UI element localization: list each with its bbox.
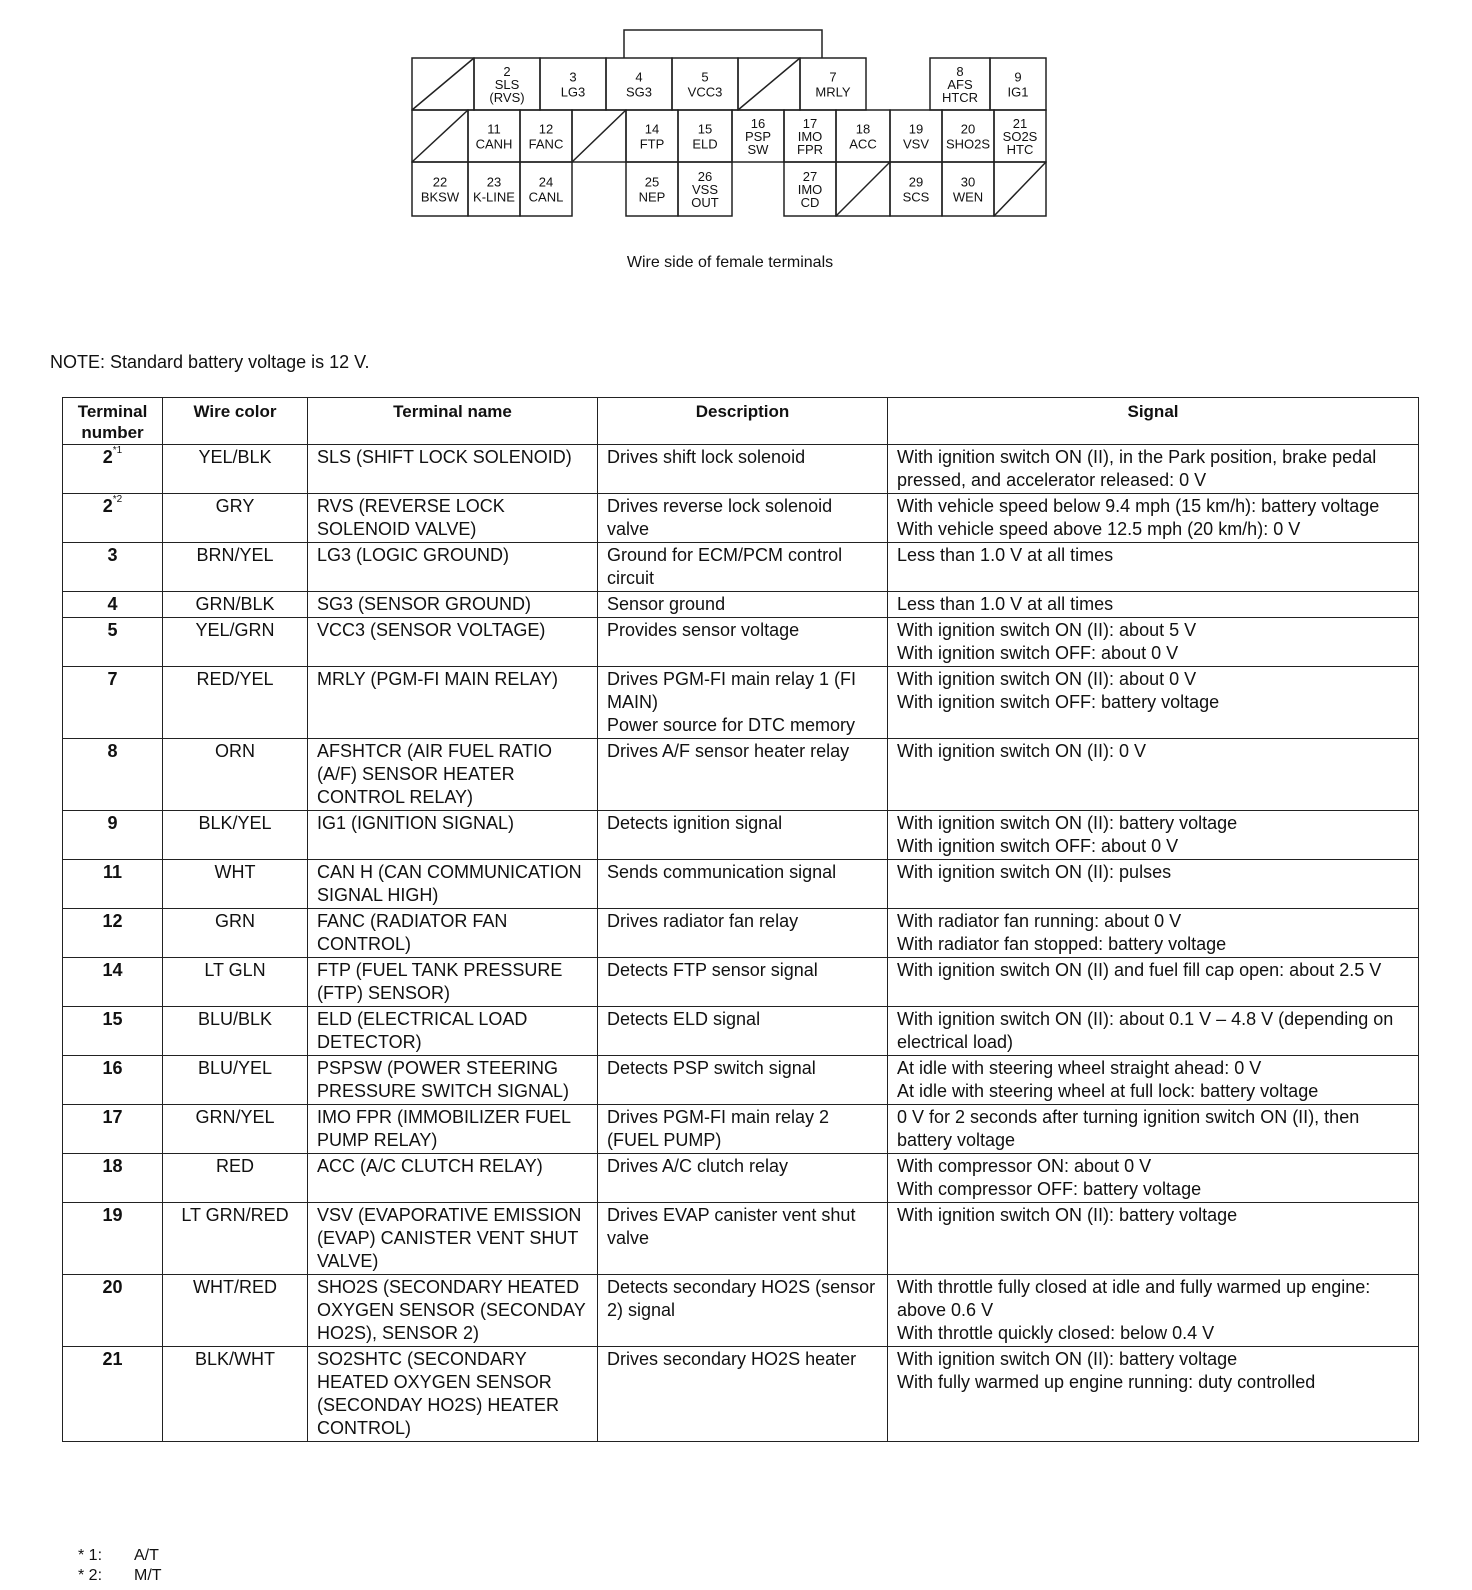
wire-color-cell: WHT	[163, 860, 308, 909]
terminal-number-cell: 17	[63, 1105, 163, 1154]
table-row	[63, 860, 1419, 909]
terminal-name-cell: VSV (EVAPORATIVE EMISSION (EVAP) CANISTER VENT SHUT VALVE)	[308, 1203, 598, 1275]
terminal-number-cell: 19	[63, 1203, 163, 1275]
footnote-2	[78, 1566, 162, 1586]
terminal-name-cell: SHO2S (SECONDARY HEATED OXYGEN SENSOR (SECONDAY HO2S), SENSOR 2)	[308, 1275, 598, 1347]
table-row	[63, 811, 1419, 860]
signal-cell: With ignition switch ON (II) and fuel fill cap open: about 2.5 V	[888, 958, 1419, 1007]
terminal-name-cell: ELD (ELECTRICAL LOAD DETECTOR)	[308, 1007, 598, 1056]
description-cell: Ground for ECM/PCM control circuit	[598, 543, 888, 592]
terminal-number-cell: 18	[63, 1154, 163, 1203]
connector-terminal-21: 21 SO2S HTC	[1002, 116, 1038, 157]
wire-color-cell: GRN/BLK	[163, 592, 308, 618]
table-row	[63, 1056, 1419, 1105]
signal-cell: With compressor ON: about 0 V With compressor OFF: battery voltage	[888, 1154, 1419, 1203]
wire-color-cell: RED/YEL	[163, 667, 308, 739]
terminal-table	[62, 397, 1419, 1442]
signal-cell: Less than 1.0 V at all times	[888, 543, 1419, 592]
description-cell: Drives A/C clutch relay	[598, 1154, 888, 1203]
wire-color-cell: BLK/WHT	[163, 1347, 308, 1442]
footnote-marker: *1	[112, 445, 123, 456]
terminal-name-cell: LG3 (LOGIC GROUND)	[308, 543, 598, 592]
description-cell: Detects FTP sensor signal	[598, 958, 888, 1007]
terminal-name-cell: CAN H (CAN COMMUNICATION SIGNAL HIGH)	[308, 860, 598, 909]
table-row	[63, 1007, 1419, 1056]
connector-terminal-15: 15 ELD	[692, 121, 718, 152]
signal-cell: With ignition switch ON (II): about 0 V With ignition switch OFF: battery voltage	[888, 667, 1419, 739]
connector-terminal-5: 5 VCC3	[687, 69, 723, 100]
table-row	[63, 667, 1419, 739]
header-terminal-number: Terminal number	[63, 398, 163, 445]
description-cell: Drives PGM-FI main relay 2 (FUEL PUMP)	[598, 1105, 888, 1154]
description-cell: Detects ELD signal	[598, 1007, 888, 1056]
connector-terminal-24: 24 CANL	[528, 174, 564, 205]
signal-cell: At idle with steering wheel straight ahead: 0 V At idle with steering wheel at full lock: battery voltage	[888, 1056, 1419, 1105]
description-cell: Drives EVAP canister vent shut valve	[598, 1203, 888, 1275]
connector-terminal-14: 14 FTP	[639, 121, 665, 152]
header-description: Description	[598, 398, 888, 445]
terminal-name-cell: ACC (A/C CLUTCH RELAY)	[308, 1154, 598, 1203]
connector-terminal-3: 3 LG3	[560, 69, 586, 100]
header-wire-color: Wire color	[163, 398, 308, 445]
description-cell: Drives secondary HO2S heater	[598, 1347, 888, 1442]
description-cell: Provides sensor voltage	[598, 618, 888, 667]
wire-color-cell: LT GLN	[163, 958, 308, 1007]
terminal-number-cell: 4	[63, 592, 163, 618]
wire-color-cell: LT GRN/RED	[163, 1203, 308, 1275]
table-row	[63, 739, 1419, 811]
signal-cell: 0 V for 2 seconds after turning ignition switch ON (II), then battery voltage	[888, 1105, 1419, 1154]
terminal-name-cell: SG3 (SENSOR GROUND)	[308, 592, 598, 618]
table-row	[63, 909, 1419, 958]
wire-color-cell: BRN/YEL	[163, 543, 308, 592]
connector-terminal-17: 17 IMO FPR	[797, 116, 823, 157]
terminal-name-cell: AFSHTCR (AIR FUEL RATIO (A/F) SENSOR HEATER CONTROL RELAY)	[308, 739, 598, 811]
signal-cell: With radiator fan running: about 0 V With radiator fan stopped: battery voltage	[888, 909, 1419, 958]
signal-cell: With ignition switch ON (II): pulses	[888, 860, 1419, 909]
terminal-number-cell: 21	[63, 1347, 163, 1442]
wire-color-cell: GRN/YEL	[163, 1105, 308, 1154]
terminal-name-cell: MRLY (PGM-FI MAIN RELAY)	[308, 667, 598, 739]
header-signal: Signal	[888, 398, 1419, 445]
terminal-number-cell: 12	[63, 909, 163, 958]
terminal-number-cell: 15	[63, 1007, 163, 1056]
connector-terminal-2: 2 SLS (RVS)	[489, 64, 525, 105]
signal-cell: With ignition switch ON (II): battery voltage	[888, 1203, 1419, 1275]
wire-color-cell: WHT/RED	[163, 1275, 308, 1347]
terminal-number-cell: 16	[63, 1056, 163, 1105]
table-row	[63, 1105, 1419, 1154]
table-row	[63, 618, 1419, 667]
signal-cell: With ignition switch ON (II): about 0.1 V – 4.8 V (depending on electrical load)	[888, 1007, 1419, 1056]
wire-color-cell: BLU/YEL	[163, 1056, 308, 1105]
terminal-number-cell: 7	[63, 667, 163, 739]
wire-color-cell: GRY	[163, 494, 308, 543]
table-row	[63, 1275, 1419, 1347]
connector-terminal-16: 16 PSP SW	[744, 116, 772, 157]
wire-color-cell: ORN	[163, 739, 308, 811]
terminal-number-cell: 14	[63, 958, 163, 1007]
signal-cell: Less than 1.0 V at all times	[888, 592, 1419, 618]
terminal-name-cell: FTP (FUEL TANK PRESSURE (FTP) SENSOR)	[308, 958, 598, 1007]
footnote-1	[78, 1546, 162, 1566]
table-row	[63, 592, 1419, 618]
terminal-name-cell: IG1 (IGNITION SIGNAL)	[308, 811, 598, 860]
description-cell: Detects secondary HO2S (sensor 2) signal	[598, 1275, 888, 1347]
footnote-value: A/T	[134, 1547, 159, 1564]
footnote-key: * 1:	[78, 1547, 103, 1564]
terminal-name-cell: IMO FPR (IMMOBILIZER FUEL PUMP RELAY)	[308, 1105, 598, 1154]
signal-cell: With throttle fully closed at idle and fully warmed up engine: above 0.6 V With throttle quickly closed: below 0.4 V	[888, 1275, 1419, 1347]
terminal-number-cell: 5	[63, 618, 163, 667]
signal-cell: With vehicle speed below 9.4 mph (15 km/h): battery voltage With vehicle speed above 12.5 mph (20 km/h): 0 V	[888, 494, 1419, 543]
description-cell: Drives reverse lock solenoid valve	[598, 494, 888, 543]
wire-color-cell: YEL/BLK	[163, 445, 308, 494]
connector-terminal-9: 9 IG1	[1007, 69, 1029, 100]
wire-color-cell: YEL/GRN	[163, 618, 308, 667]
terminal-name-cell: VCC3 (SENSOR VOLTAGE)	[308, 618, 598, 667]
connector-terminal-8: 8 AFS HTCR	[941, 64, 979, 105]
connector-terminal-27: 27 IMO CD	[797, 169, 823, 210]
terminal-number-cell: 8	[63, 739, 163, 811]
connector-terminal-7: 7 MRLY	[815, 69, 851, 100]
connector-terminal-22: 22 BKSW	[420, 174, 460, 205]
terminal-number-cell: 2$^{*2}$	[63, 494, 163, 543]
table-row	[63, 543, 1419, 592]
footnotes	[78, 1546, 162, 1586]
signal-cell: With ignition switch ON (II), in the Park position, brake pedal pressed, and accelerator released: 0 V	[888, 445, 1419, 494]
table-row	[63, 958, 1419, 1007]
description-cell: Detects PSP switch signal	[598, 1056, 888, 1105]
terminal-number-cell: 9	[63, 811, 163, 860]
connector-terminal-23: 23 K-LINE	[473, 174, 515, 205]
wire-color-cell: GRN	[163, 909, 308, 958]
table-row	[63, 1154, 1419, 1203]
signal-cell: With ignition switch ON (II): about 5 V With ignition switch OFF: about 0 V	[888, 618, 1419, 667]
wire-color-cell: BLU/BLK	[163, 1007, 308, 1056]
terminal-name-cell: FANC (RADIATOR FAN CONTROL)	[308, 909, 598, 958]
connector-terminal-25: 25 NEP	[638, 174, 666, 205]
description-cell: Sensor ground	[598, 592, 888, 618]
footnote-key: * 2:	[78, 1567, 103, 1584]
description-cell: Drives PGM-FI main relay 1 (FI MAIN) Power source for DTC memory	[598, 667, 888, 739]
table-row	[63, 445, 1419, 494]
wire-color-cell: BLK/YEL	[163, 811, 308, 860]
signal-cell: With ignition switch ON (II): 0 V	[888, 739, 1419, 811]
connector-terminal-19: 19 VSV	[902, 121, 930, 152]
table-row	[63, 494, 1419, 543]
terminal-name-cell: SO2SHTC (SECONDARY HEATED OXYGEN SENSOR (SECONDAY HO2S) HEATER CONTROL)	[308, 1347, 598, 1442]
connector-caption: Wire side of female terminals	[626, 254, 834, 271]
connector-terminal-26: 26 VSS OUT	[691, 169, 719, 210]
connector-terminal-20: 20 SHO2S	[945, 121, 991, 152]
wire-color-cell: RED	[163, 1154, 308, 1203]
connector-terminal-30: 30 WEN	[952, 174, 984, 205]
description-cell: Sends communication signal	[598, 860, 888, 909]
connector-terminal-11: 11 CANH	[475, 121, 513, 152]
terminal-number-cell: 11	[63, 860, 163, 909]
terminal-name-cell: RVS (REVERSE LOCK SOLENOID VALVE)	[308, 494, 598, 543]
table-row	[63, 1203, 1419, 1275]
connector-diagram	[0, 0, 1472, 250]
terminal-number-cell: 2$^{*1}$	[63, 445, 163, 494]
description-cell: Drives A/F sensor heater relay	[598, 739, 888, 811]
footnote-marker: *2	[112, 494, 123, 505]
signal-cell: With ignition switch ON (II): battery voltage With ignition switch OFF: about 0 V	[888, 811, 1419, 860]
terminal-number-cell: 3	[63, 543, 163, 592]
header-terminal-name: Terminal name	[308, 398, 598, 445]
footnote-value: M/T	[134, 1567, 162, 1584]
connector-terminal-12: 12 FANC	[528, 121, 564, 152]
table-header-row	[63, 398, 1419, 445]
description-cell: Drives shift lock solenoid	[598, 445, 888, 494]
description-cell: Drives radiator fan relay	[598, 909, 888, 958]
connector-terminal-4: 4 SG3	[625, 69, 653, 100]
connector-terminal-18: 18 ACC	[849, 121, 877, 152]
terminal-name-cell: SLS (SHIFT LOCK SOLENOID)	[308, 445, 598, 494]
battery-voltage-note: NOTE: Standard battery voltage is 12 V.	[50, 352, 370, 372]
terminal-name-cell: PSPSW (POWER STEERING PRESSURE SWITCH SIGNAL)	[308, 1056, 598, 1105]
description-cell: Detects ignition signal	[598, 811, 888, 860]
connector-terminal-29: 29 SCS	[902, 174, 930, 205]
signal-cell: With ignition switch ON (II): battery voltage With fully warmed up engine running: duty controlled	[888, 1347, 1419, 1442]
terminal-number-cell: 20	[63, 1275, 163, 1347]
table-row	[63, 1347, 1419, 1442]
